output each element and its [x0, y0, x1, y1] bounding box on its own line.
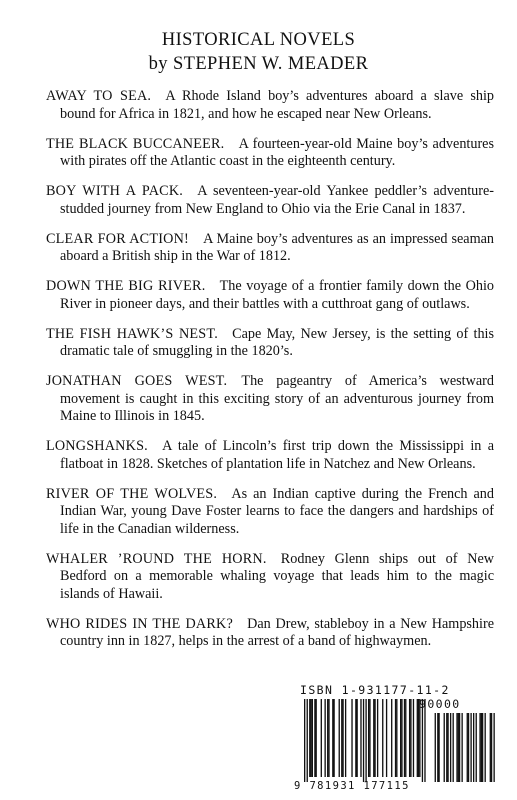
page-header	[0, 28, 517, 76]
book-title: WHO RIDES IN THE DARK?	[46, 615, 233, 632]
book-description: Dan Drew, stableboy in a New Hampshire country inn in 1827, helps in the arrest of a band of highwaymen.	[60, 615, 494, 649]
barcode-bar	[363, 699, 364, 782]
header-byline: by STEPHEN W. MEADER	[148, 54, 369, 74]
barcode-digits: 9 781931 177115	[294, 780, 410, 792]
addon-barcode-bar	[438, 713, 439, 782]
book-title: RIVER OF THE WOLVES.	[46, 485, 218, 502]
barcode-bar	[316, 699, 317, 777]
book-description: A tale of Lincoln’s first trip down the Mississippi in a flatboat in 1828. Sketches of plantation life in Natchez and New Orleans.	[60, 438, 494, 472]
main-barcode-bars	[304, 699, 426, 782]
barcode-bar	[417, 699, 418, 777]
barcode-bar	[409, 699, 410, 777]
addon-barcode-bar	[435, 713, 436, 782]
book-entry	[46, 183, 494, 218]
barcode-bar	[377, 699, 378, 777]
addon-barcode-bar	[437, 713, 438, 782]
barcode-bar	[424, 699, 425, 782]
barcode-bar	[356, 699, 357, 777]
barcode-bar	[391, 699, 392, 777]
book-description: A Maine boy’s adventures as an impressed seaman aboard a British ship in the War of 1812.	[60, 230, 494, 264]
header-title: HISTORICAL NOVELS	[161, 30, 356, 50]
book-description: A fourteen-year-old Maine boy’s adventures with pirates off the Atlantic coast in the eighteenth century.	[60, 135, 494, 169]
barcode-bar	[360, 699, 361, 777]
barcode-bar	[355, 699, 356, 777]
addon-barcode-bar	[473, 713, 474, 782]
addon-barcode-bar	[461, 713, 462, 782]
barcode-bar	[341, 699, 342, 777]
barcode-graphic	[294, 683, 506, 795]
barcode-bar	[304, 699, 305, 782]
addon-barcode-bar	[490, 713, 491, 782]
barcode-bar	[365, 699, 366, 782]
book-description: A seventeen-year-old Yankee peddler’s adventure-studded journey from New England to Ohio via the Erie Canal in 1837.	[60, 183, 494, 217]
book-entry	[46, 278, 494, 313]
barcode-bar	[404, 699, 405, 777]
barcode-bar	[309, 699, 310, 777]
book-entry	[46, 551, 494, 604]
barcode-bar	[345, 699, 346, 777]
book-title: JONATHAN GOES WEST.	[46, 373, 228, 389]
book-entry	[46, 616, 494, 651]
addon-barcode-bars	[435, 713, 495, 782]
book-description: A Rhode Island boy’s adventures aboard a slave ship bound for Africa in 1821, and how he escaped near New Orleans.	[60, 88, 494, 122]
addon-barcode-bar	[444, 713, 445, 782]
book-description: The voyage of a frontier family down the Ohio River in pioneer days, and their battles with a cutthroat gang of outlaws.	[60, 278, 495, 312]
price-code: 90000	[419, 697, 461, 711]
barcode-bar	[310, 699, 311, 777]
book-entry	[46, 136, 494, 171]
addon-barcode-bar	[468, 713, 469, 782]
book-entry	[46, 88, 494, 123]
book-entry	[46, 373, 494, 426]
barcode-bar	[413, 699, 414, 777]
barcode-bar	[333, 699, 334, 777]
book-title: WHALER ’ROUND THE HORN.	[46, 550, 267, 567]
barcode-bar	[369, 699, 370, 777]
book-entry	[46, 231, 494, 266]
addon-barcode-bar	[459, 713, 460, 782]
addon-barcode-bar	[479, 713, 480, 782]
barcode-bar	[400, 699, 401, 777]
addon-barcode-bar	[476, 713, 477, 782]
barcode-bar	[351, 699, 352, 777]
barcode-bar	[321, 699, 322, 777]
barcode-bar	[386, 699, 387, 777]
addon-barcode-bar	[491, 713, 492, 782]
addon-barcode-bar	[485, 713, 486, 782]
book-entry	[46, 326, 494, 361]
barcode-bar	[422, 699, 423, 782]
book-title: CLEAR FOR ACTION!	[46, 230, 189, 247]
book-entry	[46, 438, 494, 473]
barcode-bar	[339, 699, 340, 777]
barcode-bar	[328, 699, 329, 777]
book-description: The pageantry of America’s westward movement is caught in this exciting story of an adventurous journey from Maine to Illinois in 1845.	[60, 373, 494, 424]
barcode-bar	[324, 699, 325, 777]
book-title: THE BLACK BUCCANEER.	[46, 135, 225, 152]
addon-barcode-bar	[482, 713, 483, 782]
addon-barcode-bar	[446, 713, 447, 782]
book-title: DOWN THE BIG RIVER.	[46, 278, 206, 294]
barcode-bar	[405, 699, 406, 777]
barcode-bar	[374, 699, 375, 777]
addon-barcode-bar	[493, 713, 494, 782]
barcode-bar	[312, 699, 313, 777]
barcode-bar	[368, 699, 369, 777]
barcode-bar	[395, 699, 396, 777]
addon-barcode-bar	[447, 713, 448, 782]
barcode-bar	[382, 699, 383, 777]
book-description: As an Indian captive during the French and Indian War, young Dave Foster learns to face the dangers and hardships of life in the Canadian wilderness.	[60, 485, 494, 537]
addon-barcode-bar	[450, 713, 451, 782]
barcode-bar	[373, 699, 374, 777]
addon-barcode-bar	[481, 713, 482, 782]
book-description: Cape May, New Jersey, is the setting of this dramatic tale of smuggling in the 1820’s.	[60, 325, 494, 359]
book-title: AWAY TO SEA.	[46, 88, 152, 104]
barcode-bar	[332, 699, 333, 777]
addon-barcode-bar	[467, 713, 468, 782]
book-description: Rodney Glenn ships out of New Bedford on a memorable whaling voyage that leads him to the magic islands of Hawaii.	[60, 550, 494, 602]
book-title: LONGSHANKS.	[46, 438, 148, 454]
barcode-bar	[401, 699, 402, 777]
barcode-bar	[307, 699, 308, 782]
book-title: BOY WITH A PACK.	[46, 183, 184, 199]
barcode-bar	[327, 699, 328, 777]
addon-barcode-bar	[458, 713, 459, 782]
addon-barcode-bar	[453, 713, 454, 782]
addon-barcode-bar	[456, 713, 457, 782]
addon-barcode-bar	[470, 713, 471, 782]
book-entry	[46, 486, 494, 539]
barcode-bar	[342, 699, 343, 777]
book-list	[46, 88, 494, 663]
barcode-bar	[410, 699, 411, 777]
isbn-label: ISBN 1-931177-11-2	[300, 683, 450, 697]
barcode-bar	[396, 699, 397, 777]
barcode-bar	[314, 699, 315, 777]
book-title: THE FISH HAWK’S NEST.	[46, 325, 218, 342]
